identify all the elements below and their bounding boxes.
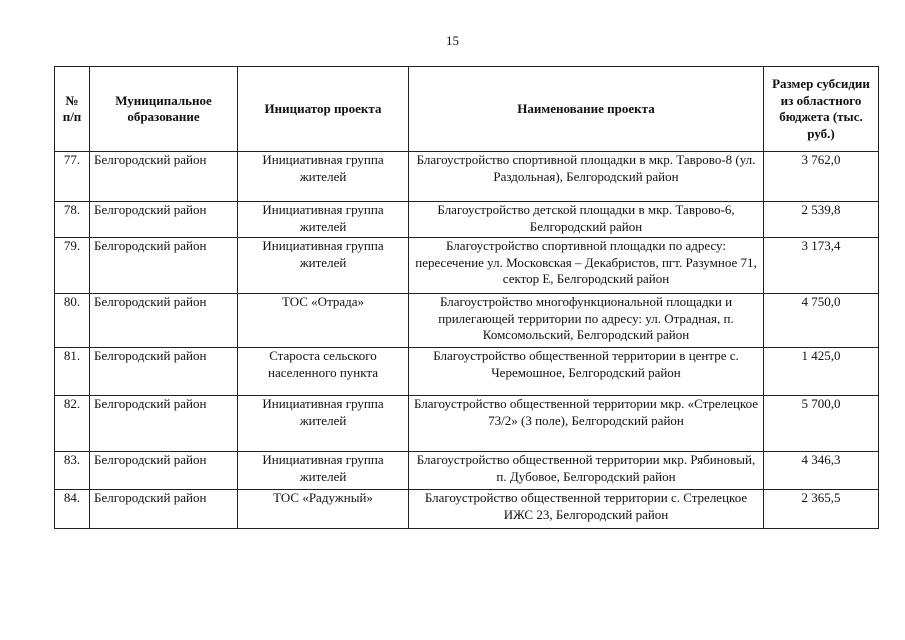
table-row: [55, 152, 879, 202]
row-num: 77.: [55, 152, 90, 202]
row-num: 80.: [55, 294, 90, 348]
row-initiator: Инициативная группа жителей: [238, 452, 409, 490]
row-project: Благоустройство общественной территории мкр. «Стрелецкое 73/2» (3 поле), Белгородский район: [409, 396, 764, 452]
row-project: Благоустройство детской площадки в мкр. Таврово-6, Белгородский район: [409, 202, 764, 238]
subsidy-table: [54, 66, 879, 529]
row-initiator: Инициативная группа жителей: [238, 152, 409, 202]
row-project: Благоустройство спортивной площадки в мкр. Таврово-8 (ул. Раздольная), Белгородский район: [409, 152, 764, 202]
row-project: Благоустройство общественной территории мкр. Рябиновый, п. Дубовое, Белгородский район: [409, 452, 764, 490]
row-municipality: Белгородский район: [90, 294, 238, 348]
row-initiator: Инициативная группа жителей: [238, 396, 409, 452]
row-municipality: Белгородский район: [90, 348, 238, 396]
row-amount: 3 173,4: [764, 238, 879, 294]
table-header-row: [55, 67, 879, 152]
row-amount: 2 539,8: [764, 202, 879, 238]
row-initiator: Староста сельского населенного пункта: [238, 348, 409, 396]
row-amount: 2 365,5: [764, 490, 879, 529]
table-row: [55, 490, 879, 529]
row-project: Благоустройство многофункциональной площадки и прилегающей территории по адресу: ул. Отрадная, п. Комсомольский, Белгородский район: [409, 294, 764, 348]
row-municipality: Белгородский район: [90, 238, 238, 294]
row-municipality: Белгородский район: [90, 452, 238, 490]
row-amount: 4 346,3: [764, 452, 879, 490]
table-row: [55, 202, 879, 238]
header-project: Наименование проекта: [409, 67, 764, 152]
table-row: [55, 452, 879, 490]
row-initiator: Инициативная группа жителей: [238, 202, 409, 238]
row-initiator: Инициативная группа жителей: [238, 238, 409, 294]
row-project: Благоустройство общественной территории в центре с. Черемошное, Белгородский район: [409, 348, 764, 396]
row-initiator: ТОС «Отрада»: [238, 294, 409, 348]
row-num: 84.: [55, 490, 90, 529]
row-project: Благоустройство спортивной площадки по адресу: пересечение ул. Московская – Декабристов, пгт. Разумное 71, сектор Е, Белгородский район: [409, 238, 764, 294]
header-initiator: Инициатор проекта: [238, 67, 409, 152]
row-num: 81.: [55, 348, 90, 396]
header-amount: Размер субсидии из областного бюджета (тыс. руб.): [764, 67, 879, 152]
table-row: [55, 294, 879, 348]
table-row: [55, 238, 879, 294]
row-municipality: Белгородский район: [90, 202, 238, 238]
row-num: 83.: [55, 452, 90, 490]
row-amount: 1 425,0: [764, 348, 879, 396]
row-municipality: Белгородский район: [90, 396, 238, 452]
row-num: 82.: [55, 396, 90, 452]
row-initiator: ТОС «Радужный»: [238, 490, 409, 529]
row-municipality: Белгородский район: [90, 490, 238, 529]
row-amount: 5 700,0: [764, 396, 879, 452]
page-number: 15: [446, 33, 459, 48]
header-num: № п/п: [55, 67, 90, 152]
table-row: [55, 348, 879, 396]
table-row: [55, 396, 879, 452]
row-municipality: Белгородский район: [90, 152, 238, 202]
header-municipality: Муниципальное образование: [90, 67, 238, 152]
row-num: 78.: [55, 202, 90, 238]
row-num: 79.: [55, 238, 90, 294]
row-amount: 4 750,0: [764, 294, 879, 348]
row-project: Благоустройство общественной территории с. Стрелецкое ИЖС 23, Белгородский район: [409, 490, 764, 529]
row-amount: 3 762,0: [764, 152, 879, 202]
